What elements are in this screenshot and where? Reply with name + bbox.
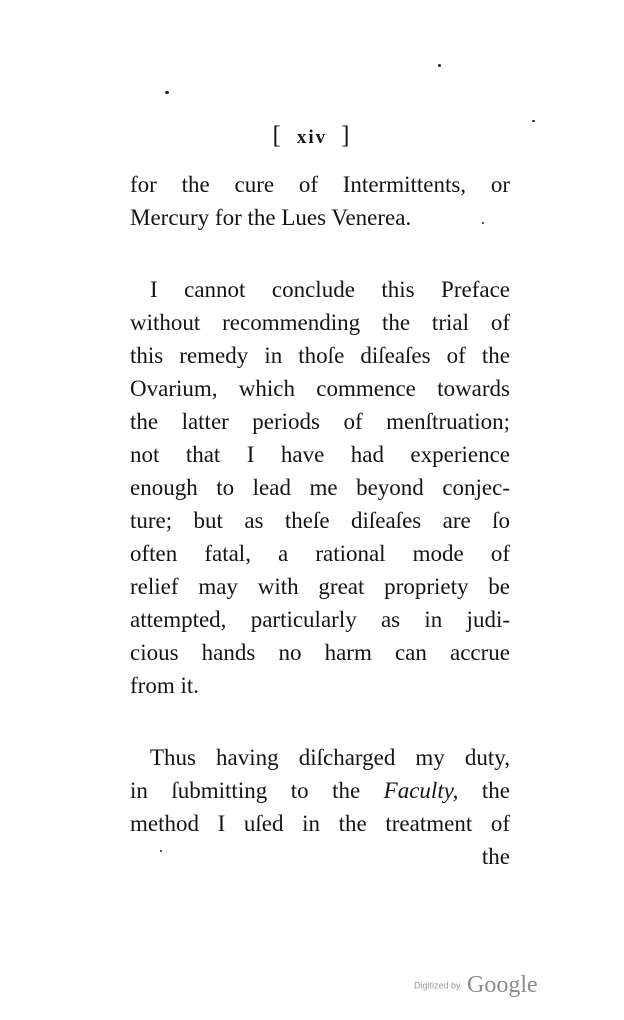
close-bracket: ] [341,122,352,149]
page-number: xiv [296,127,328,148]
text-line: without recommending the trial of [130,310,510,335]
text-line: Ovarium, which commence towards [130,376,510,401]
open-bracket: [ [272,122,283,149]
text-line: relief may with great propriety be [130,574,510,599]
scan-speck [165,91,169,94]
scan-speck [482,222,484,224]
text-line: from it. [130,673,199,698]
google-logo-text: Google [466,972,538,998]
paragraph-start-line: I cannot conclude this Preface [150,277,510,302]
text-fragment: the [481,778,510,803]
catchword: the [481,844,510,869]
text-line: often fatal, a rational mode of [130,541,510,566]
text-line: cious hands no harm can accrue [130,640,510,665]
page-header [0,122,624,150]
scan-speck [532,120,535,122]
text-line: method I uſed in the treatment of [130,811,510,836]
text-line: Mercury for the Lues Venerea. [130,205,412,230]
scan-speck [160,850,162,852]
text-fragment: in ſubmitting to the [130,778,361,803]
scan-speck [438,64,441,67]
text-line: the latter periods of menſtruation; [130,409,510,434]
text-line: for the cure of Intermittents, or [130,172,510,197]
paragraph-start-line: Thus having diſcharged my duty, [150,745,510,770]
text-line: attempted, particularly as in judi- [130,607,510,632]
italic-word-faculty: Faculty, [383,778,459,803]
text-line [130,774,510,807]
text-line: ture; but as theſe diſeaſes are ſo [130,508,510,533]
text-line: this remedy in thoſe diſeaſes of the [130,343,510,368]
text-line: enough to lead me beyond conjec- [130,475,510,500]
digitized-watermark [414,972,538,999]
text-line: not that I have had experience [130,442,510,467]
digitized-by-label: Digitized by [414,980,461,991]
